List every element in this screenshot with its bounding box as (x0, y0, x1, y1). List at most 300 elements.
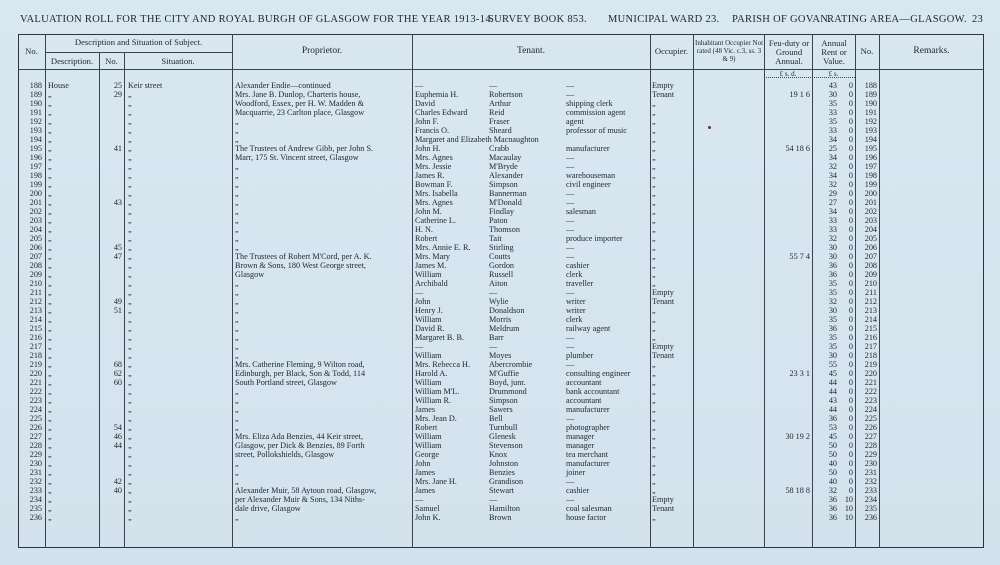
entry-no-right: 213 (864, 306, 877, 315)
rent-shillings: 0 (848, 333, 853, 342)
tenant-surname: Moyes (489, 351, 512, 360)
page-number: 23 (972, 14, 984, 25)
roll-title: VALUATION ROLL FOR THE CITY AND ROYAL BURGH OF GLASGOW FOR THE YEAR 1913-14. (20, 14, 494, 25)
situation: „ (128, 333, 132, 342)
description: „ (48, 90, 52, 99)
tenant-forename: John F. (415, 117, 439, 126)
tenant-surname: Turnbull (489, 423, 518, 432)
street-no: 45 (113, 243, 122, 252)
entry-no: 217 (29, 342, 42, 351)
tenant-forename: Mrs. Jane H. (415, 477, 457, 486)
description: „ (48, 306, 52, 315)
tenant-surname: Abercrombie (489, 360, 533, 369)
description: „ (48, 387, 52, 396)
occupier-status: „ (652, 450, 656, 459)
occupier-status: „ (652, 396, 656, 405)
rent-pounds: 35 (828, 279, 837, 288)
occupier-status: „ (652, 369, 656, 378)
tenant-surname: Stirling (489, 243, 514, 252)
rent-pounds: 32 (828, 486, 837, 495)
description: „ (48, 153, 52, 162)
occupier-status: „ (652, 477, 656, 486)
rent-shillings: 0 (848, 414, 853, 423)
rule (45, 52, 232, 53)
rule (812, 34, 813, 548)
proprietor: „ (235, 135, 239, 144)
rent-pounds: 33 (828, 108, 837, 117)
entry-no-right: 230 (864, 459, 877, 468)
situation: „ (128, 378, 132, 387)
tenant-surname: Arthur (489, 99, 511, 108)
rent-pounds: 43 (828, 396, 837, 405)
occupation: coal salesman (566, 504, 612, 513)
col-header-occupier: Occupier. (654, 46, 689, 56)
proprietor: „ (235, 351, 239, 360)
situation: „ (128, 414, 132, 423)
situation: „ (128, 225, 132, 234)
rent-pounds: 27 (828, 198, 837, 207)
occupier-status: „ (652, 216, 656, 225)
tenant-surname: Benzies (489, 468, 515, 477)
entry-no: 222 (29, 387, 42, 396)
entry-no-right: 212 (864, 297, 877, 306)
feu-duty: 54 18 6 (785, 144, 810, 153)
rent-shillings: 10 (844, 513, 853, 522)
entry-no-right: 231 (864, 468, 877, 477)
proprietor: The Trustees of Andrew Gibb, per John S. (235, 144, 374, 153)
rent-pounds: 50 (828, 468, 837, 477)
description: „ (48, 432, 52, 441)
survey-book: SURVEY BOOK 853. (488, 14, 587, 25)
tenant-forename: William R. (415, 396, 452, 405)
rent-pounds: 32 (828, 297, 837, 306)
entry-no-right: 207 (864, 252, 877, 261)
occupier-status: „ (652, 180, 656, 189)
entry-no-right: 220 (864, 369, 877, 378)
occupier-status: „ (652, 117, 656, 126)
occupation: writer (566, 306, 586, 315)
occupation: manager (566, 432, 595, 441)
proprietor: „ (235, 405, 239, 414)
rent-shillings: 0 (848, 144, 853, 153)
tenant-forename: Mrs. Agnes (415, 198, 453, 207)
rent-shillings: 0 (848, 153, 853, 162)
entry-no-right: 198 (864, 171, 877, 180)
proprietor: „ (235, 333, 239, 342)
occupation: manufacturer (566, 405, 610, 414)
entry-no-right: 202 (864, 207, 877, 216)
description: „ (48, 198, 52, 207)
occupation: traveller (566, 279, 594, 288)
entry-no: 214 (29, 315, 42, 324)
rent-shillings: 10 (844, 495, 853, 504)
occupation: joiner (566, 468, 586, 477)
rent-pounds: 35 (828, 117, 837, 126)
occupation: shipping clerk (566, 99, 613, 108)
occupation: bank accountant (566, 387, 620, 396)
entry-no: 213 (29, 306, 42, 315)
occupation: manufacturer (566, 144, 610, 153)
tenant-forename: William (415, 270, 442, 279)
occupier-status: „ (652, 99, 656, 108)
rent-shillings: 0 (848, 216, 853, 225)
rent-shillings: 0 (848, 207, 853, 216)
tenant-forename: William (415, 441, 442, 450)
proprietor: Mrs. Catherine Fleming, 9 Wilton road, (235, 360, 365, 369)
entry-no: 231 (29, 468, 42, 477)
rent-shillings: 0 (848, 342, 853, 351)
situation: „ (128, 387, 132, 396)
entry-no-right: 203 (864, 216, 877, 225)
tenant-surname: Wylie (489, 297, 509, 306)
entry-no-right: 217 (864, 342, 877, 351)
description: „ (48, 468, 52, 477)
feu-duty: 58 18 8 (785, 486, 810, 495)
description: „ (48, 99, 52, 108)
occupier-status: „ (652, 261, 656, 270)
description: „ (48, 333, 52, 342)
proprietor: „ (235, 459, 239, 468)
occupation: — (566, 225, 575, 234)
occupier-status: „ (652, 459, 656, 468)
rent-shillings: 0 (848, 315, 853, 324)
tenant-forename: David (415, 99, 436, 108)
proprietor: Woodford, Essex, per H. W. Madden & (235, 99, 364, 108)
situation: „ (128, 135, 132, 144)
description: „ (48, 459, 52, 468)
description: „ (48, 270, 52, 279)
tenant-forename: Margaret B. B. (415, 333, 464, 342)
rent-shillings: 0 (848, 432, 853, 441)
tenant-forename: Mrs. Rebecca H. (415, 360, 471, 369)
tenant-surname: — (489, 495, 498, 504)
proprietor: per Alexander Muir & Sons, 134 Niths- (235, 495, 365, 504)
proprietor: „ (235, 126, 239, 135)
entry-no: 207 (29, 252, 42, 261)
street-no: 43 (113, 198, 122, 207)
entry-no: 210 (29, 279, 42, 288)
occupation: clerk (566, 270, 583, 279)
occupier-status: „ (652, 387, 656, 396)
entry-no: 218 (29, 351, 42, 360)
tenant-forename: John (415, 459, 431, 468)
situation: „ (128, 117, 132, 126)
description: „ (48, 189, 52, 198)
tenant-surname: Macaulay (489, 153, 522, 162)
entry-no-right: 229 (864, 450, 877, 459)
rent-shillings: 0 (848, 486, 853, 495)
situation: „ (128, 90, 132, 99)
parish: PARISH OF GOVAN. (732, 14, 832, 25)
rent-pounds: 53 (828, 423, 837, 432)
proprietor: „ (235, 180, 239, 189)
description: „ (48, 126, 52, 135)
occupation: commission agent (566, 108, 626, 117)
rent-shillings: 0 (848, 378, 853, 387)
entry-no: 233 (29, 486, 42, 495)
situation: „ (128, 423, 132, 432)
occupier-status: „ (652, 207, 656, 216)
situation: „ (128, 279, 132, 288)
rent-pounds: 30 (828, 243, 837, 252)
tenant-forename: William (415, 378, 442, 387)
situation: „ (128, 108, 132, 117)
occupier-status: „ (652, 162, 656, 171)
entry-no-right: 189 (864, 90, 877, 99)
situation: „ (128, 207, 132, 216)
rent-pounds: 40 (828, 477, 837, 486)
proprietor: „ (235, 198, 239, 207)
entry-no: 205 (29, 234, 42, 243)
rent-shillings: 0 (848, 261, 853, 270)
situation: „ (128, 315, 132, 324)
situation: „ (128, 234, 132, 243)
description: „ (48, 450, 52, 459)
entry-no-right: 210 (864, 279, 877, 288)
situation: „ (128, 324, 132, 333)
entry-no: 232 (29, 477, 42, 486)
occupation: tea merchant (566, 450, 609, 459)
situation: „ (128, 306, 132, 315)
occupier-status: „ (652, 126, 656, 135)
street-no: 42 (113, 477, 122, 486)
rule (124, 52, 125, 548)
proprietor: „ (235, 477, 239, 486)
entry-no-right: 222 (864, 387, 877, 396)
situation: „ (128, 162, 132, 171)
proprietor: „ (235, 171, 239, 180)
situation: „ (128, 126, 132, 135)
entry-no-right: 214 (864, 315, 877, 324)
tenant-surname: Grandison (489, 477, 524, 486)
tenant-forename: Francis O. (415, 126, 450, 135)
rent-pounds: 36 (828, 495, 837, 504)
tenant-surname: Johnston (489, 459, 519, 468)
occupier-status: Tenant (652, 504, 675, 513)
entry-no-right: 194 (864, 135, 877, 144)
situation: „ (128, 180, 132, 189)
tenant-surname: — (489, 81, 498, 90)
tenant-surname: Knox (489, 450, 508, 459)
entry-no-right: 233 (864, 486, 877, 495)
rent-pounds: 40 (828, 459, 837, 468)
rent-pounds: 30 (828, 351, 837, 360)
tenant-surname: Gordon (489, 261, 515, 270)
rent-shillings: 0 (848, 252, 853, 261)
tenant-surname: Tait (489, 234, 502, 243)
occupier-status: „ (652, 405, 656, 414)
proprietor: „ (235, 189, 239, 198)
entry-no-right: 193 (864, 126, 877, 135)
tenant-surname: Barr (489, 333, 504, 342)
situation: „ (128, 189, 132, 198)
rent-pounds: 35 (828, 288, 837, 297)
entry-no-right: 208 (864, 261, 877, 270)
situation: „ (128, 450, 132, 459)
rent-pounds: 35 (828, 99, 837, 108)
occupation: — (566, 342, 575, 351)
occupation: consulting engineer (566, 369, 631, 378)
description: „ (48, 234, 52, 243)
occupier-status: „ (652, 171, 656, 180)
proprietor: street, Pollokshields, Glasgow (235, 450, 335, 459)
entry-no: 192 (29, 117, 42, 126)
occupation: — (566, 495, 575, 504)
entry-no-right: 235 (864, 504, 877, 513)
tenant-surname: Boyd, junr. (489, 378, 526, 387)
occupier-status: „ (652, 360, 656, 369)
proprietor: „ (235, 315, 239, 324)
entry-no: 193 (29, 126, 42, 135)
feu-duty: 19 1 6 (789, 90, 810, 99)
entry-no: 200 (29, 189, 42, 198)
rent-pounds: 32 (828, 180, 837, 189)
rent-shillings: 0 (848, 99, 853, 108)
occupier-status: „ (652, 243, 656, 252)
tenant-forename: H. N. (415, 225, 433, 234)
occupier-status: „ (652, 315, 656, 324)
tenant-forename: Mrs. Agnes (415, 153, 453, 162)
feu-duty: 30 19 2 (785, 432, 810, 441)
tenant-surname: Bannerman (489, 189, 527, 198)
tenant-surname: Hamilton (489, 504, 520, 513)
rent-pounds: 30 (828, 306, 837, 315)
feu-duty: 55 7 4 (789, 252, 810, 261)
entry-no-right: 192 (864, 117, 877, 126)
entry-no-right: 223 (864, 396, 877, 405)
description: „ (48, 495, 52, 504)
occupation: — (566, 360, 575, 369)
situation: „ (128, 405, 132, 414)
tenant-surname: Russell (489, 270, 514, 279)
entry-no-right: 227 (864, 432, 877, 441)
rent-shillings: 0 (848, 108, 853, 117)
occupier-status: Empty (652, 495, 674, 504)
entry-no: 203 (29, 216, 42, 225)
proprietor: Mrs. Jane B. Dunlop, Charteris house, (235, 90, 361, 99)
entry-no-right: 226 (864, 423, 877, 432)
occupation: house factor (566, 513, 607, 522)
description: „ (48, 108, 52, 117)
occupation: — (566, 81, 575, 90)
rent-shillings: 0 (848, 459, 853, 468)
occupation: — (566, 90, 575, 99)
entry-no: 199 (29, 180, 42, 189)
tenant-forename: Catherine L. (415, 216, 456, 225)
tenant-forename: Bowman F. (415, 180, 453, 189)
rent-pounds: 36 (828, 504, 837, 513)
proprietor: „ (235, 288, 239, 297)
col-header-remarks: Remarks. (913, 46, 950, 56)
entry-no-right: 197 (864, 162, 877, 171)
rent-shillings: 0 (848, 279, 853, 288)
occupier-status: „ (652, 198, 656, 207)
rent-pounds: 36 (828, 261, 837, 270)
entry-no: 189 (29, 90, 42, 99)
occupation: salesman (566, 207, 597, 216)
description: „ (48, 414, 52, 423)
tenant-surname: Fraser (489, 117, 510, 126)
occupation: — (566, 243, 575, 252)
tenant-forename: James M. (415, 261, 447, 270)
tenant-forename: William (415, 315, 442, 324)
rule (879, 34, 880, 548)
occupier-status: „ (652, 414, 656, 423)
description: „ (48, 378, 52, 387)
rent-pounds: 45 (828, 369, 837, 378)
description: „ (48, 279, 52, 288)
occupation: accountant (566, 396, 602, 405)
proprietor: Alexander Endie—continued (235, 81, 331, 90)
entry-no-right: 234 (864, 495, 877, 504)
situation: „ (128, 360, 132, 369)
rent-pounds: 55 (828, 360, 837, 369)
rent-pounds: 43 (828, 81, 837, 90)
rent-pounds: 33 (828, 216, 837, 225)
entry-no: 208 (29, 261, 42, 270)
description: „ (48, 423, 52, 432)
tenant-surname: Brown (489, 513, 512, 522)
col-header-desc-group: Description and Situation of Subject. (74, 37, 203, 47)
entry-no-right: 190 (864, 99, 877, 108)
description: „ (48, 144, 52, 153)
entry-no: 225 (29, 414, 42, 423)
proprietor: „ (235, 297, 239, 306)
description: „ (48, 324, 52, 333)
situation: „ (128, 495, 132, 504)
occupier-status: „ (652, 441, 656, 450)
rent-pounds: 35 (828, 315, 837, 324)
entry-no: 221 (29, 378, 42, 387)
tenant-forename: James (415, 468, 436, 477)
entry-no: 204 (29, 225, 42, 234)
tenant-forename: James R. (415, 171, 445, 180)
occupier-status: „ (652, 234, 656, 243)
description: „ (48, 180, 52, 189)
proprietor: „ (235, 468, 239, 477)
entry-no: 236 (29, 513, 42, 522)
description: „ (48, 360, 52, 369)
entry-no-right: 215 (864, 324, 877, 333)
occupier-status: „ (652, 189, 656, 198)
tenant-surname: Alexander (489, 171, 524, 180)
tenant-surname: Findlay (489, 207, 515, 216)
tenant-forename: John (415, 297, 431, 306)
description: „ (48, 261, 52, 270)
rent-shillings: 0 (848, 270, 853, 279)
rent-pounds: 36 (828, 414, 837, 423)
entry-no: 223 (29, 396, 42, 405)
rent-shillings: 0 (848, 405, 853, 414)
tenant-surname: Simpson (489, 396, 518, 405)
description: „ (48, 297, 52, 306)
occupation: plumber (566, 351, 594, 360)
col-header-no-right: No. (860, 46, 874, 56)
occupation: clerk (566, 315, 583, 324)
unit-lsd: £ s. d. (779, 70, 797, 78)
rent-shillings: 0 (848, 135, 853, 144)
occupier-status: „ (652, 144, 656, 153)
rent-pounds: 29 (828, 189, 837, 198)
rent-shillings: 0 (848, 90, 853, 99)
tenant-surname: Bell (489, 414, 503, 423)
entry-no: 197 (29, 162, 42, 171)
unit-ls: £ s. (828, 70, 839, 78)
rule (855, 34, 856, 548)
rule (693, 34, 694, 548)
tenant-forename: John K. (415, 513, 441, 522)
occupier-status: „ (652, 423, 656, 432)
